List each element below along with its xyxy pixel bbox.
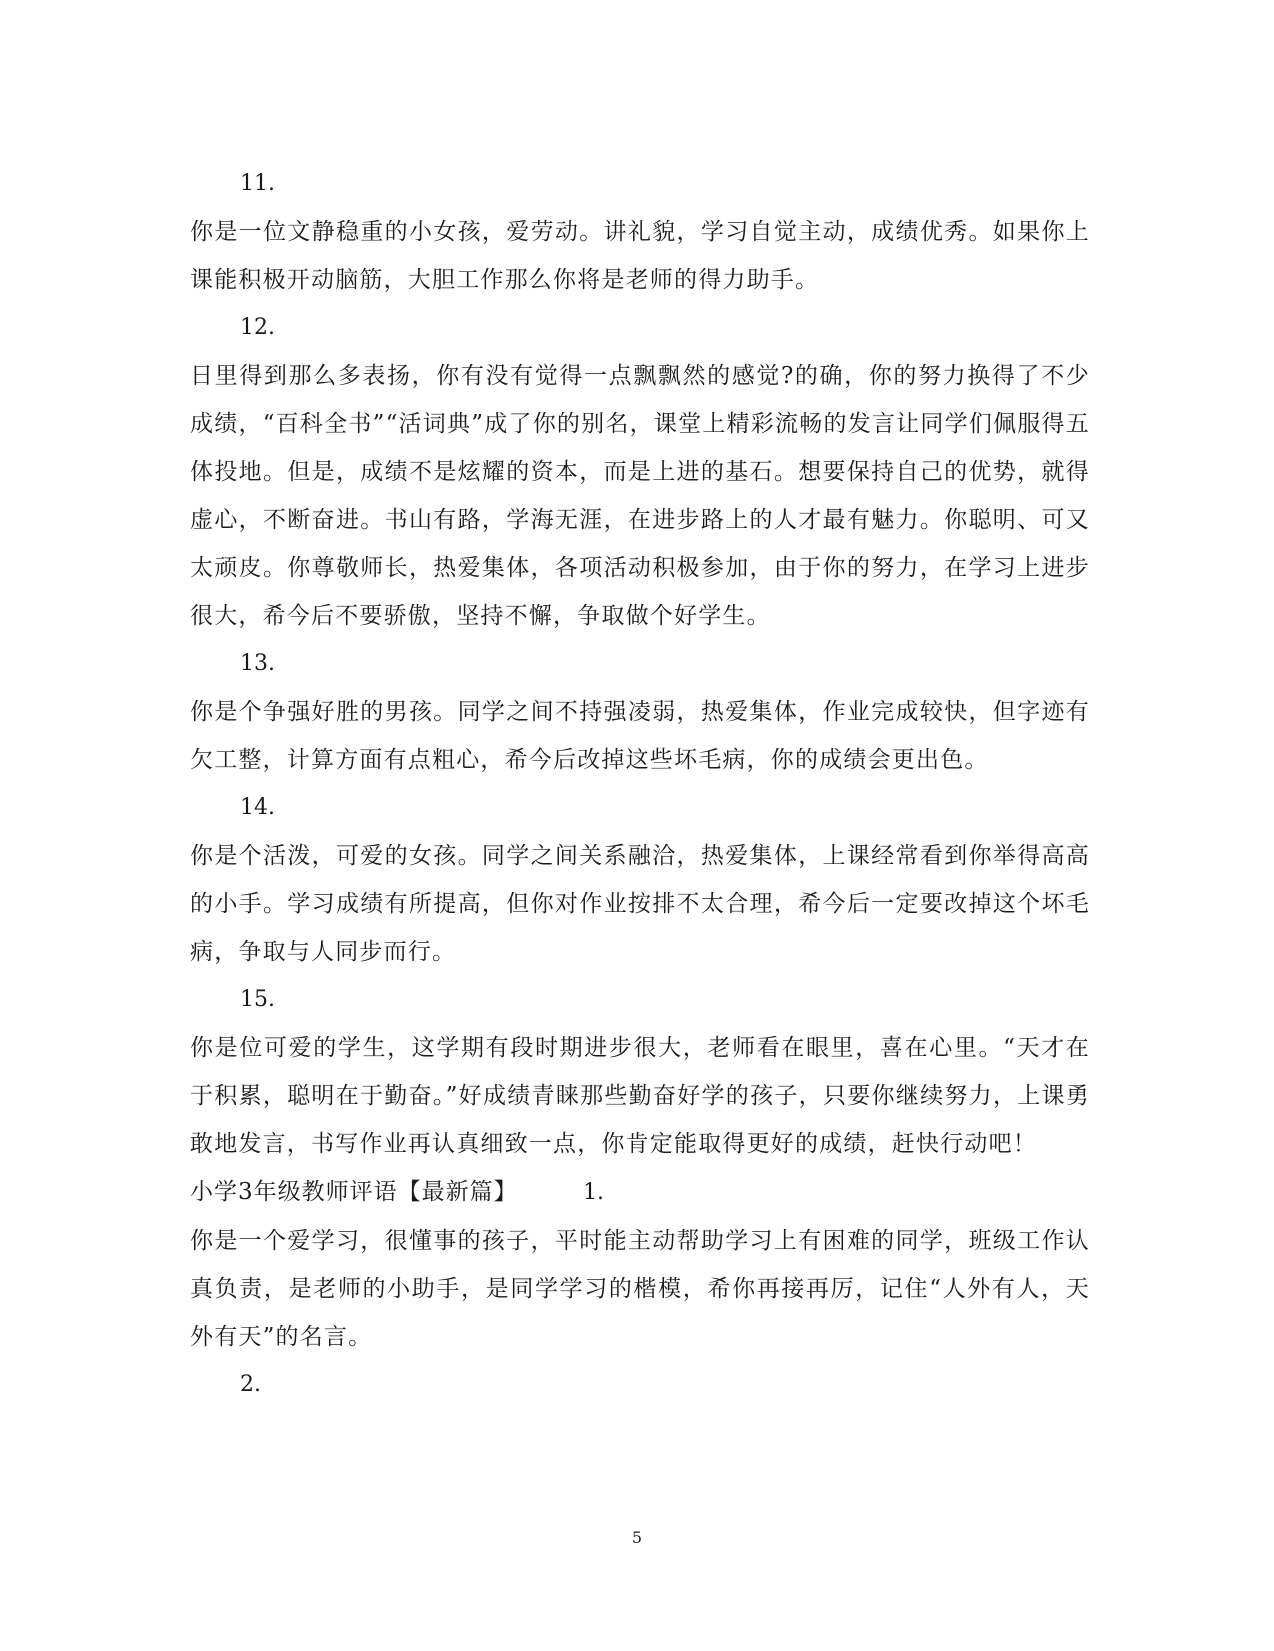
item-number: 13. <box>240 651 275 676</box>
comment-paragraph: 你是一个爱学习，很懂事的孩子，平时能主动帮助学习上有困难的同学，班级工作认真负责，是老师的小助手，是同学学习的楷模，希你再接再厉，记住“人外有人，天外有天”的名言。 <box>190 1228 1090 1350</box>
item-number: 11. <box>240 171 275 196</box>
comment-paragraph: 你是个争强好胜的男孩。同学之间不持强凌弱，热爱集体，作业完成较快，但字迹有欠工整，计算方面有点粗心，希今后改掉这些坏毛病，你的成绩会更出色。 <box>190 699 1090 773</box>
item-number: 2. <box>240 1372 261 1397</box>
item-number: 15. <box>240 987 275 1012</box>
comment-paragraph: 你是一位文静稳重的小女孩，爱劳动。讲礼貌，学习自觉主动，成绩优秀。如果你上课能积极开动脑筋，大胆工作那么你将是老师的得力助手。 <box>190 219 1090 293</box>
comment-paragraph: 日里得到那么多表扬，你有没有觉得一点飘飘然的感觉?的确，你的努力换得了不少成绩，“百科全书”“活词典”成了你的别名，课堂上精彩流畅的发言让同学们佩服得五体投地。但是，成绩不是炫耀的资本，而是上进的基石。想要保持自己的优势，就得虚心，不断奋进。书山有路，学海无涯，在进步路上的人才最有魅力。你聪明、可又太顽皮。你尊敬师长，热爱集体，各项活动积极参加，由于你的努力，在学习上进步很大，希今后不要骄傲，坚持不懈，争取做个好学生。 <box>190 363 1090 629</box>
item-number: 14. <box>240 795 275 820</box>
document-body <box>190 160 1090 1409</box>
comment-paragraph: 你是位可爱的学生，这学期有段时期进步很大，老师看在眼里，喜在心里。“天才在于积累，聪明在于勤奋。”好成绩青睐那些勤奋好学的孩子，只要你继续努力，上课勇敢地发言，书写作业再认真细致一点，你肯定能取得更好的成绩，赶快行动吧！ <box>190 1035 1090 1157</box>
section-title: 小学3年级教师评语【最新篇】 <box>190 1179 518 1205</box>
item-number: 1. <box>582 1180 604 1205</box>
item-number: 12. <box>240 315 275 340</box>
section-heading-row <box>190 1168 1090 1217</box>
comment-paragraph: 你是个活泼，可爱的女孩。同学之间关系融洽，热爱集体，上课经常看到你举得高高的小手。学习成绩有所提高，但你对作业按排不太合理，希今后一定要改掉这个坏毛病，争取与人同步而行。 <box>190 843 1090 965</box>
page-number: 5 <box>631 1528 643 1547</box>
